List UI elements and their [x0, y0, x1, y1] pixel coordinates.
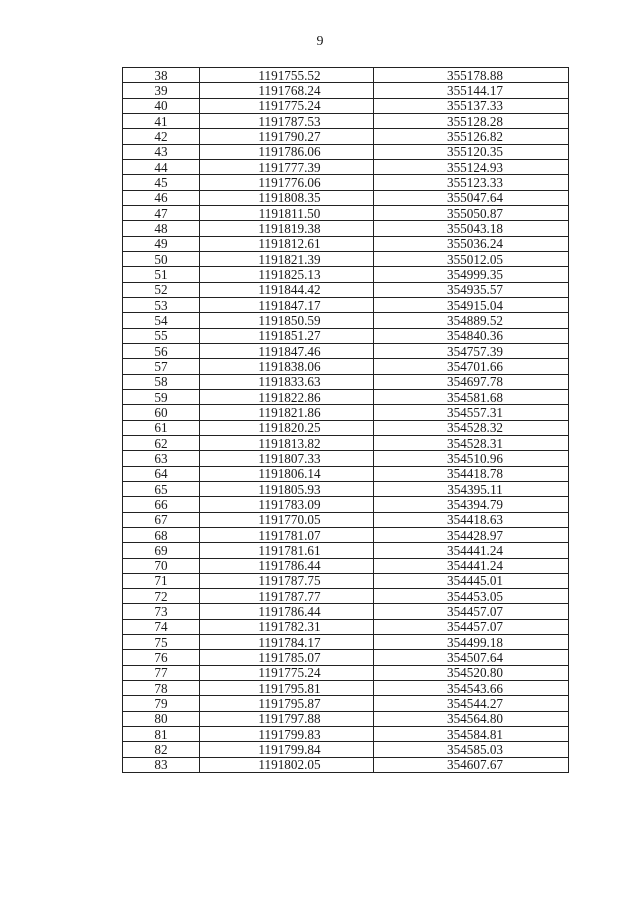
- table-row: [123, 328, 569, 343]
- x-coordinate-cell: 1191797.88: [200, 711, 374, 726]
- y-coordinate-cell: 355178.88: [374, 68, 569, 83]
- point-number-cell: 71: [123, 573, 200, 588]
- y-coordinate-cell: 355012.05: [374, 251, 569, 266]
- point-number-cell: 47: [123, 205, 200, 220]
- x-coordinate-cell: 1191795.87: [200, 696, 374, 711]
- y-coordinate-cell: 354457.07: [374, 604, 569, 619]
- point-number-cell: 64: [123, 466, 200, 481]
- point-number-cell: 41: [123, 113, 200, 128]
- point-number-cell: 82: [123, 742, 200, 757]
- x-coordinate-cell: 1191825.13: [200, 267, 374, 282]
- table-row: [123, 711, 569, 726]
- y-coordinate-cell: 354935.57: [374, 282, 569, 297]
- y-coordinate-cell: 354528.31: [374, 435, 569, 450]
- y-coordinate-cell: 354507.64: [374, 650, 569, 665]
- point-number-cell: 55: [123, 328, 200, 343]
- x-coordinate-cell: 1191821.39: [200, 251, 374, 266]
- table-row: [123, 619, 569, 634]
- y-coordinate-cell: 355050.87: [374, 205, 569, 220]
- table-row: [123, 727, 569, 742]
- table-row: [123, 512, 569, 527]
- table-row: [123, 68, 569, 83]
- x-coordinate-cell: 1191770.05: [200, 512, 374, 527]
- point-number-cell: 75: [123, 635, 200, 650]
- y-coordinate-cell: 354528.32: [374, 420, 569, 435]
- x-coordinate-cell: 1191776.06: [200, 175, 374, 190]
- point-number-cell: 48: [123, 221, 200, 236]
- point-number-cell: 57: [123, 359, 200, 374]
- y-coordinate-cell: 355123.33: [374, 175, 569, 190]
- y-coordinate-cell: 354544.27: [374, 696, 569, 711]
- x-coordinate-cell: 1191850.59: [200, 313, 374, 328]
- x-coordinate-cell: 1191819.38: [200, 221, 374, 236]
- table-row: [123, 435, 569, 450]
- point-number-cell: 59: [123, 389, 200, 404]
- x-coordinate-cell: 1191787.75: [200, 573, 374, 588]
- table-row: [123, 144, 569, 159]
- point-number-cell: 79: [123, 696, 200, 711]
- x-coordinate-cell: 1191851.27: [200, 328, 374, 343]
- y-coordinate-cell: 354543.66: [374, 681, 569, 696]
- table-row: [123, 236, 569, 251]
- point-number-cell: 51: [123, 267, 200, 282]
- coordinates-table-body: [123, 68, 569, 773]
- table-row: [123, 604, 569, 619]
- x-coordinate-cell: 1191812.61: [200, 236, 374, 251]
- y-coordinate-cell: 354607.67: [374, 757, 569, 772]
- y-coordinate-cell: 354457.07: [374, 619, 569, 634]
- x-coordinate-cell: 1191783.09: [200, 497, 374, 512]
- table-row: [123, 374, 569, 389]
- table-row: [123, 527, 569, 542]
- point-number-cell: 50: [123, 251, 200, 266]
- x-coordinate-cell: 1191799.84: [200, 742, 374, 757]
- x-coordinate-cell: 1191781.61: [200, 543, 374, 558]
- point-number-cell: 65: [123, 481, 200, 496]
- y-coordinate-cell: 354840.36: [374, 328, 569, 343]
- x-coordinate-cell: 1191799.83: [200, 727, 374, 742]
- y-coordinate-cell: 355144.17: [374, 83, 569, 98]
- point-number-cell: 74: [123, 619, 200, 634]
- table-row: [123, 481, 569, 496]
- table-row: [123, 681, 569, 696]
- table-row: [123, 420, 569, 435]
- table-row: [123, 497, 569, 512]
- point-number-cell: 66: [123, 497, 200, 512]
- table-row: [123, 359, 569, 374]
- table-row: [123, 558, 569, 573]
- x-coordinate-cell: 1191811.50: [200, 205, 374, 220]
- y-coordinate-cell: 355124.93: [374, 159, 569, 174]
- x-coordinate-cell: 1191822.86: [200, 389, 374, 404]
- point-number-cell: 72: [123, 589, 200, 604]
- x-coordinate-cell: 1191782.31: [200, 619, 374, 634]
- table-row: [123, 451, 569, 466]
- page-number: 9: [316, 34, 324, 49]
- x-coordinate-cell: 1191777.39: [200, 159, 374, 174]
- y-coordinate-cell: 354428.97: [374, 527, 569, 542]
- y-coordinate-cell: 354510.96: [374, 451, 569, 466]
- y-coordinate-cell: 354418.78: [374, 466, 569, 481]
- table-row: [123, 405, 569, 420]
- y-coordinate-cell: 354889.52: [374, 313, 569, 328]
- y-coordinate-cell: 355036.24: [374, 236, 569, 251]
- table-row: [123, 665, 569, 680]
- x-coordinate-cell: 1191808.35: [200, 190, 374, 205]
- point-number-cell: 78: [123, 681, 200, 696]
- x-coordinate-cell: 1191781.07: [200, 527, 374, 542]
- table-row: [123, 190, 569, 205]
- table-row: [123, 113, 569, 128]
- table-row: [123, 159, 569, 174]
- y-coordinate-cell: 354395.11: [374, 481, 569, 496]
- x-coordinate-cell: 1191802.05: [200, 757, 374, 772]
- y-coordinate-cell: 354581.68: [374, 389, 569, 404]
- point-number-cell: 40: [123, 98, 200, 113]
- table-row: [123, 129, 569, 144]
- x-coordinate-cell: 1191755.52: [200, 68, 374, 83]
- x-coordinate-cell: 1191786.44: [200, 604, 374, 619]
- table-row: [123, 221, 569, 236]
- y-coordinate-cell: 354564.80: [374, 711, 569, 726]
- table-row: [123, 205, 569, 220]
- y-coordinate-cell: 354585.03: [374, 742, 569, 757]
- x-coordinate-cell: 1191784.17: [200, 635, 374, 650]
- table-row: [123, 742, 569, 757]
- point-number-cell: 62: [123, 435, 200, 450]
- table-row: [123, 573, 569, 588]
- point-number-cell: 83: [123, 757, 200, 772]
- point-number-cell: 73: [123, 604, 200, 619]
- point-number-cell: 43: [123, 144, 200, 159]
- point-number-cell: 70: [123, 558, 200, 573]
- table-row: [123, 466, 569, 481]
- point-number-cell: 61: [123, 420, 200, 435]
- table-row: [123, 313, 569, 328]
- point-number-cell: 56: [123, 343, 200, 358]
- point-number-cell: 53: [123, 297, 200, 312]
- x-coordinate-cell: 1191807.33: [200, 451, 374, 466]
- point-number-cell: 38: [123, 68, 200, 83]
- point-number-cell: 44: [123, 159, 200, 174]
- x-coordinate-cell: 1191768.24: [200, 83, 374, 98]
- y-coordinate-cell: 354584.81: [374, 727, 569, 742]
- y-coordinate-cell: 354701.66: [374, 359, 569, 374]
- table-row: [123, 251, 569, 266]
- table-row: [123, 589, 569, 604]
- y-coordinate-cell: 355128.28: [374, 113, 569, 128]
- point-number-cell: 45: [123, 175, 200, 190]
- point-number-cell: 42: [123, 129, 200, 144]
- y-coordinate-cell: 354915.04: [374, 297, 569, 312]
- x-coordinate-cell: 1191795.81: [200, 681, 374, 696]
- y-coordinate-cell: 355126.82: [374, 129, 569, 144]
- x-coordinate-cell: 1191775.24: [200, 98, 374, 113]
- x-coordinate-cell: 1191820.25: [200, 420, 374, 435]
- point-number-cell: 77: [123, 665, 200, 680]
- y-coordinate-cell: 354453.05: [374, 589, 569, 604]
- point-number-cell: 54: [123, 313, 200, 328]
- y-coordinate-cell: 354999.35: [374, 267, 569, 282]
- x-coordinate-cell: 1191833.63: [200, 374, 374, 389]
- point-number-cell: 52: [123, 282, 200, 297]
- point-number-cell: 67: [123, 512, 200, 527]
- y-coordinate-cell: 354757.39: [374, 343, 569, 358]
- y-coordinate-cell: 354445.01: [374, 573, 569, 588]
- y-coordinate-cell: 355120.35: [374, 144, 569, 159]
- x-coordinate-cell: 1191805.93: [200, 481, 374, 496]
- table-row: [123, 696, 569, 711]
- point-number-cell: 76: [123, 650, 200, 665]
- x-coordinate-cell: 1191786.06: [200, 144, 374, 159]
- y-coordinate-cell: 354499.18: [374, 635, 569, 650]
- y-coordinate-cell: 354394.79: [374, 497, 569, 512]
- table-row: [123, 543, 569, 558]
- x-coordinate-cell: 1191813.82: [200, 435, 374, 450]
- x-coordinate-cell: 1191787.77: [200, 589, 374, 604]
- table-row: [123, 297, 569, 312]
- x-coordinate-cell: 1191775.24: [200, 665, 374, 680]
- y-coordinate-cell: 354697.78: [374, 374, 569, 389]
- point-number-cell: 46: [123, 190, 200, 205]
- y-coordinate-cell: 354557.31: [374, 405, 569, 420]
- x-coordinate-cell: 1191787.53: [200, 113, 374, 128]
- point-number-cell: 63: [123, 451, 200, 466]
- y-coordinate-cell: 355047.64: [374, 190, 569, 205]
- table-row: [123, 83, 569, 98]
- table-row: [123, 343, 569, 358]
- x-coordinate-cell: 1191838.06: [200, 359, 374, 374]
- y-coordinate-cell: 354441.24: [374, 543, 569, 558]
- table-row: [123, 98, 569, 113]
- x-coordinate-cell: 1191844.42: [200, 282, 374, 297]
- x-coordinate-cell: 1191786.44: [200, 558, 374, 573]
- y-coordinate-cell: 354441.24: [374, 558, 569, 573]
- y-coordinate-cell: 354520.80: [374, 665, 569, 680]
- point-number-cell: 58: [123, 374, 200, 389]
- table-row: [123, 757, 569, 772]
- x-coordinate-cell: 1191785.07: [200, 650, 374, 665]
- point-number-cell: 39: [123, 83, 200, 98]
- point-number-cell: 80: [123, 711, 200, 726]
- y-coordinate-cell: 355137.33: [374, 98, 569, 113]
- coordinates-table: [122, 67, 569, 773]
- point-number-cell: 49: [123, 236, 200, 251]
- table-row: [123, 635, 569, 650]
- x-coordinate-cell: 1191790.27: [200, 129, 374, 144]
- table-row: [123, 650, 569, 665]
- table-row: [123, 389, 569, 404]
- x-coordinate-cell: 1191847.46: [200, 343, 374, 358]
- point-number-cell: 60: [123, 405, 200, 420]
- y-coordinate-cell: 355043.18: [374, 221, 569, 236]
- x-coordinate-cell: 1191847.17: [200, 297, 374, 312]
- table-row: [123, 267, 569, 282]
- point-number-cell: 69: [123, 543, 200, 558]
- point-number-cell: 81: [123, 727, 200, 742]
- x-coordinate-cell: 1191806.14: [200, 466, 374, 481]
- point-number-cell: 68: [123, 527, 200, 542]
- table-row: [123, 175, 569, 190]
- x-coordinate-cell: 1191821.86: [200, 405, 374, 420]
- table-row: [123, 282, 569, 297]
- y-coordinate-cell: 354418.63: [374, 512, 569, 527]
